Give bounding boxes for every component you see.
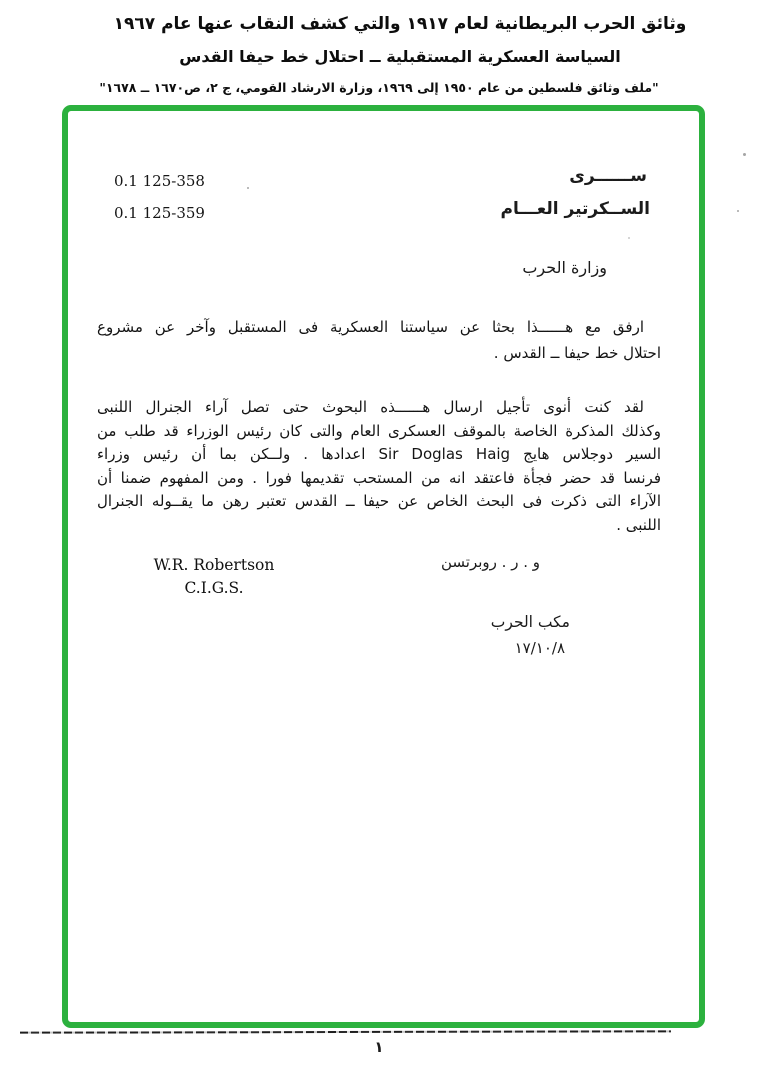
signature-name: W.R. Robertson [153,556,275,574]
sender-label: وزارة الحرب [522,258,607,277]
reference-number-2: 0.1 125-359 [114,204,205,222]
scan-speck [628,237,630,239]
scan-speck [743,153,746,156]
paragraph-line: الآراء التى ذكرت فى البحث الخاص عن حيفا ــ القدس تعتبر رهن ما يقــوله الجنرال [97,492,661,510]
header-line-1: وثائق الحرب البريطانية لعام ١٩١٧ والتي كشف النقاب عنها عام ١٩٦٧ [113,14,687,34]
paragraph-line: ارفق مع هــــــذا بحثا عن سياستنا العسكرية فى المستقبل وآخر عن مشروع [97,318,644,336]
paragraph-line: فرنسا قد حضر فجأة فاعتقد انه من المستحب تقديمها فورا . ومن المفهوم ضمنا أن [97,468,661,487]
date-label: ١٧/١٠/٨ [514,639,565,657]
signature-arabic: و . ر . روبرتسن [440,553,540,571]
body-paragraph-2 [97,396,661,537]
paragraph-line: السير دوجلاس هايج Sir Doglas Haig اعدادها . ولــكن بما أن رئيس وزراء [97,445,661,463]
paragraph-line: اللنبى . [616,515,661,534]
header-source-citation: "ملف وثائق فلسطين من عام ١٩٥٠ إلى ١٩٦٩، وزارة الارشاد القومي، ج ٢، ص١٦٧٠ ــ ١٦٧٨" [99,80,659,95]
header-line-2: السياسة العسكرية المستقبلية ــ احتلال خط حيفا القدس [179,47,621,66]
body-paragraph-1 [97,314,661,366]
office-label: مكب الحرب [490,613,570,631]
recipient-label: الســكرتير العـــام [500,199,650,219]
scan-speck [247,187,249,189]
signature-english-block [150,554,278,600]
page-number: ١ [374,1038,384,1056]
scan-speck [737,210,739,212]
signature-title: C.I.G.S. [184,579,244,597]
reference-number-1: 0.1 125-358 [114,172,205,190]
classification-label: ســــــرى [569,166,647,186]
paragraph-line: وكذلك المذكرة الخاصة بالموقف العسكرى العام والتى كان رئيس الوزراء قد طلب من [97,421,661,440]
paragraph-line: احتلال خط حيفا ــ القدس . [493,344,661,362]
scan-artifact-line [20,1030,671,1033]
paragraph-line: لقد كنت أنوى تأجيل ارسال هــــــذه البحوث حتى تصل آراء الجنرال اللنبى [97,398,644,416]
